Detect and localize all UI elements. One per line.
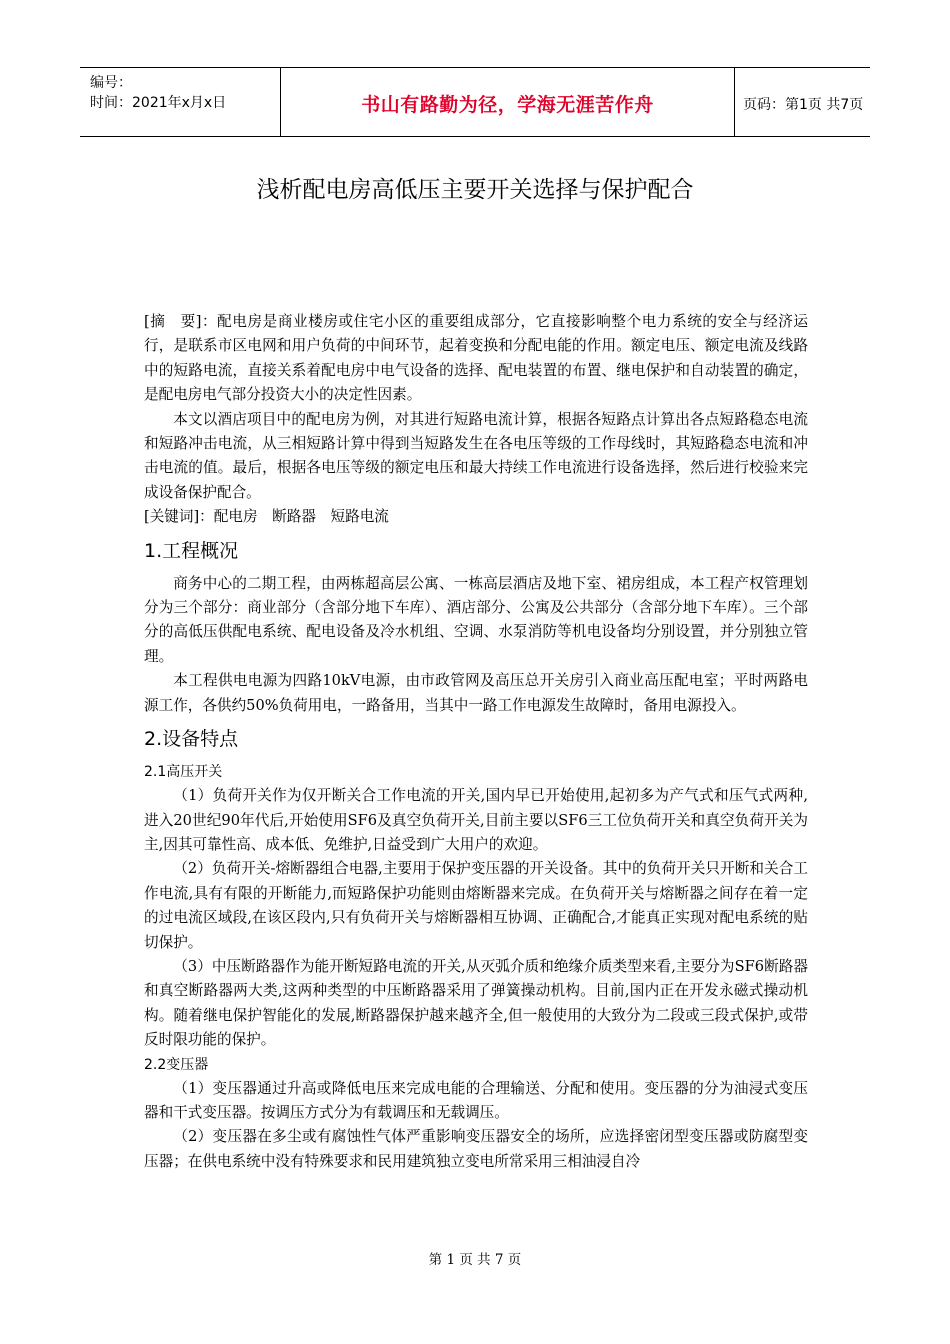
subsection-heading-2-2: 2.2变压器 xyxy=(144,1056,209,1073)
subsection-2-1-paragraph-2: （2）负荷开关-熔断器组合电器,主要用于保护变压器的开关设备。其中的负荷开关只开断和关合工作电流,具有有限的开断能力,而短路保护功能则由熔断器来完成。在负荷开关与熔断器之间存在着一定的过电流区域段,在该区段内,只有负荷开关与熔断器相互协调、正确配合,才能真正实现对配电系统的贴切保护。 xyxy=(144,860,808,951)
header-motto: 书山有路勤为径，学海无涯苦作舟 xyxy=(361,94,654,116)
subsection-2-1-paragraph-1: （1）负荷开关作为仅开断关合工作电流的开关,国内早已开始使用,起初多为产气式和压气式两种,进入20世纪90年代后,开始使用SF6及真空负荷开关,目前主要以SF6三工位负荷开关和真空负荷开关为主,因其可靠性高、成本低、免维护,日益受到广大用户的欢迎。 xyxy=(144,787,808,853)
abstract-paragraph: [摘 要]：配电房是商业楼房或住宅小区的重要组成部分，它直接影响整个电力系统的安全与经济运行，是联系市区电网和用户负荷的中间环节，起着变换和分配电能的作用。额定电压、额定电流及线路中的短路电流，直接关系着配电房中电气设备的选择、配电装置的布置、继电保护和自动装置的确定，是配电房电气部分投资大小的决定性因素。 xyxy=(144,313,808,404)
page-footer: 第 1 页 共 7 页 xyxy=(428,1252,522,1268)
subsection-2-1-paragraph-3: （3）中压断路器作为能开断短路电流的开关,从灭弧介质和绝缘介质类型来看,主要分为SF6断路器和真空断路器两大类,这两种类型的中压断路器采用了弹簧操动机构。目前,国内正在开发永磁式操动机构。随着继电保护智能化的发展,断路器保护越来越齐全,但一般使用的大致分为二段或三段式保护,或带反时限功能的保护。 xyxy=(144,957,808,1049)
abstract-paragraph-2: 本文以酒店项目中的配电房为例，对其进行短路电流计算，根据各短路点计算出各点短路稳态电流和短路冲击电流，从三相短路计算中得到当短路发生在各电压等级的工作母线时，其短路稳态电流和冲击电流的值。最后，根据各电压等级的额定电压和最大持续工作电流进行设备选择，然后进行校验来完成设备保护配合。 xyxy=(144,410,808,501)
page-header xyxy=(80,67,870,137)
subsection-2-2-paragraph-2: （2）变压器在多尘或有腐蚀性气体严重影响变压器安全的场所，应选择密闭型变压器或防腐型变压器；在供电系统中没有特殊要求和民用建筑独立变电所常采用三相油浸自冷 xyxy=(144,1128,808,1170)
section-heading-1: 1.工程概况 xyxy=(144,539,239,562)
header-motto-cell xyxy=(281,68,735,136)
keywords-line: [关键词]：配电房 断路器 短路电流 xyxy=(144,508,389,526)
subsection-2-2-paragraph-1: （1）变压器通过升高或降低电压来完成电能的合理输送、分配和使用。变压器的分为油浸式变压器和干式变压器。按调压方式分为有载调压和无载调压。 xyxy=(144,1079,808,1121)
header-page-info: 页码：第1页 共7页 xyxy=(743,97,864,113)
section-heading-2: 2.设备特点 xyxy=(144,728,239,751)
document-body xyxy=(144,310,808,1174)
document-time-label: 时间：2021年x月x日 xyxy=(90,95,227,111)
header-meta-cell xyxy=(80,68,281,136)
header-page-cell xyxy=(735,68,870,136)
document-number-label: 编号： xyxy=(90,75,132,91)
document-title: 浅析配电房高低压主要开关选择与保护配合 xyxy=(256,177,694,203)
subsection-heading-2-1: 2.1高压开关 xyxy=(144,764,223,781)
section1-paragraph-1: 商务中心的二期工程，由两栋超高层公寓、一栋高层酒店及地下室、裙房组成，本工程产权管理划分为三个部分：商业部分（含部分地下车库）、酒店部分、公寓及公共部分（含部分地下车库）。三个部分的高低压供配电系统、配电设备及冷水机组、空调、水泵消防等机电设备均分别设置，并分别独立管理。 xyxy=(144,574,808,665)
section1-paragraph-2: 本工程供电电源为四路10kV电源，由市政管网及高压总开关房引入商业高压配电室；平时两路电源工作，各供约50%负荷用电，一路备用，当其中一路工作电源发生故障时，备用电源投入。 xyxy=(144,672,808,714)
